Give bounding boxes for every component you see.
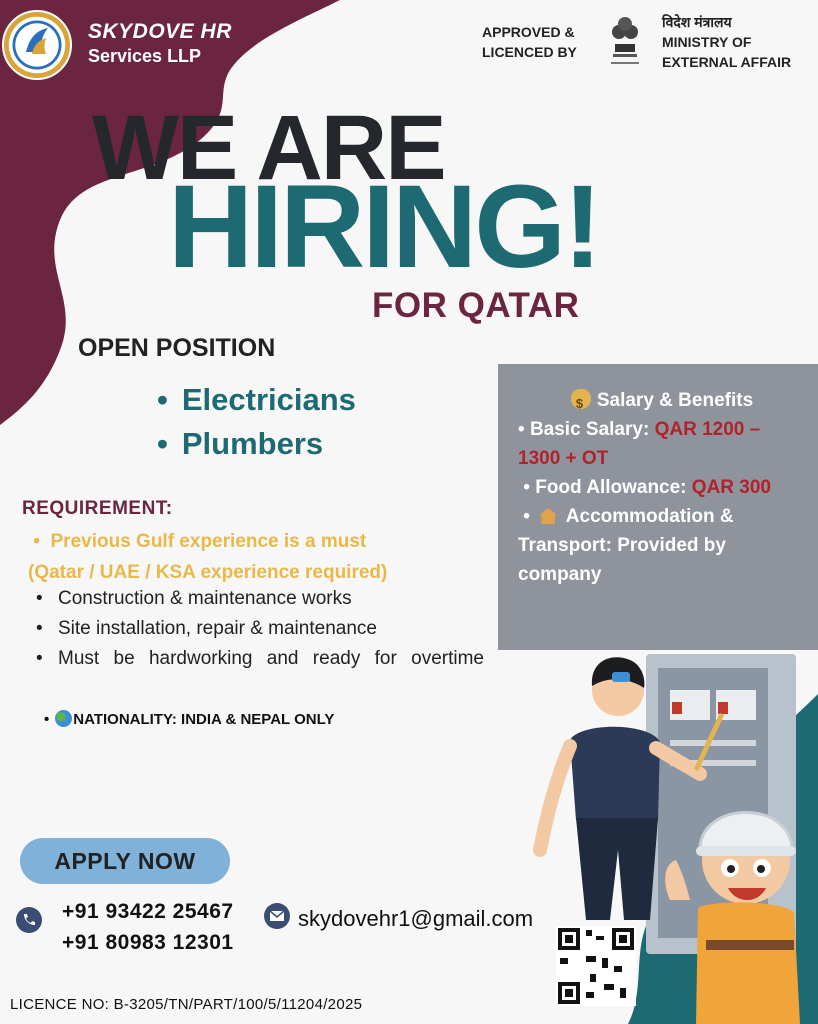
globe-icon [55,710,72,727]
licence-number: LICENCE NO: B-3205/TN/PART/100/5/11204/2025 [10,996,363,1013]
requirement-item: • Site installation, repair & maintenance [36,614,484,644]
headline-hiring: HIRING! [168,161,600,293]
ministry-line2: EXTERNAL AFFAIR [662,54,792,70]
requirement-highlight-line1: • Previous Gulf experience is a must [28,531,367,552]
apply-now-button[interactable]: APPLY NOW [20,838,230,884]
open-position-title: OPEN POSITION [78,334,276,362]
money-bag-icon [571,389,591,409]
phone-icon [16,907,42,933]
email-address[interactable]: skydovehr1@gmail.com [298,906,534,931]
company-logo [2,10,72,80]
headline-for-qatar: FOR QATAR [372,286,580,325]
ministry-line1: MINISTRY OF [662,34,752,50]
salary-benefits-box [498,364,818,650]
positions-list [157,378,356,466]
mail-icon [264,903,290,929]
brand-line1: SKYDOVE HR [88,20,232,43]
house-icon [539,508,557,524]
basic-salary-value: QAR 1200 – 1300 + OT [518,419,761,469]
nationality-text: NATIONALITY: INDIA & NEPAL ONLY [73,711,335,728]
approved-line1: APPROVED & [482,24,575,40]
food-allowance-value: QAR 300 [691,477,771,498]
phone-numbers [62,896,234,958]
requirement-item: • Construction & maintenance works [36,584,484,614]
position-item: • Plumbers [157,422,356,466]
ministry-text [662,12,791,72]
nationality-note: • NATIONALITY: INDIA & NEPAL ONLY [44,711,335,728]
brand-name [88,20,232,67]
national-emblem-icon [607,10,643,68]
headline-we-are: WE ARE [92,97,445,199]
workers-illustration [500,650,818,1024]
basic-salary: • Basic Salary: QAR 1200 – 1300 + OT [518,419,761,469]
requirement-highlight-line2: (Qatar / UAE / KSA experience required) [28,562,388,583]
ministry-hindi: विदेश मंत्रालय [662,14,732,30]
food-allowance: • Food Allowance: QAR 300 [518,477,771,498]
qr-code[interactable] [556,926,636,1006]
salary-title: $Salary & Benefits [518,386,806,415]
approved-line2: LICENCED BY [482,44,577,60]
accommodation: • Accommodation & Transport: Provided by company [518,506,734,585]
requirement-item: • Must be hardworking and ready for overtime [36,644,484,674]
brand-line2: Services LLP [88,46,202,66]
position-item: • Electricians [157,378,356,422]
requirement-title: REQUIREMENT: [22,498,173,519]
phone-number-1[interactable]: +91 93422 25467 [62,900,234,923]
requirement-highlight [28,526,387,588]
phone-number-2[interactable]: +91 80983 12301 [62,931,234,954]
approval-text [482,22,577,62]
requirement-list [36,584,484,674]
